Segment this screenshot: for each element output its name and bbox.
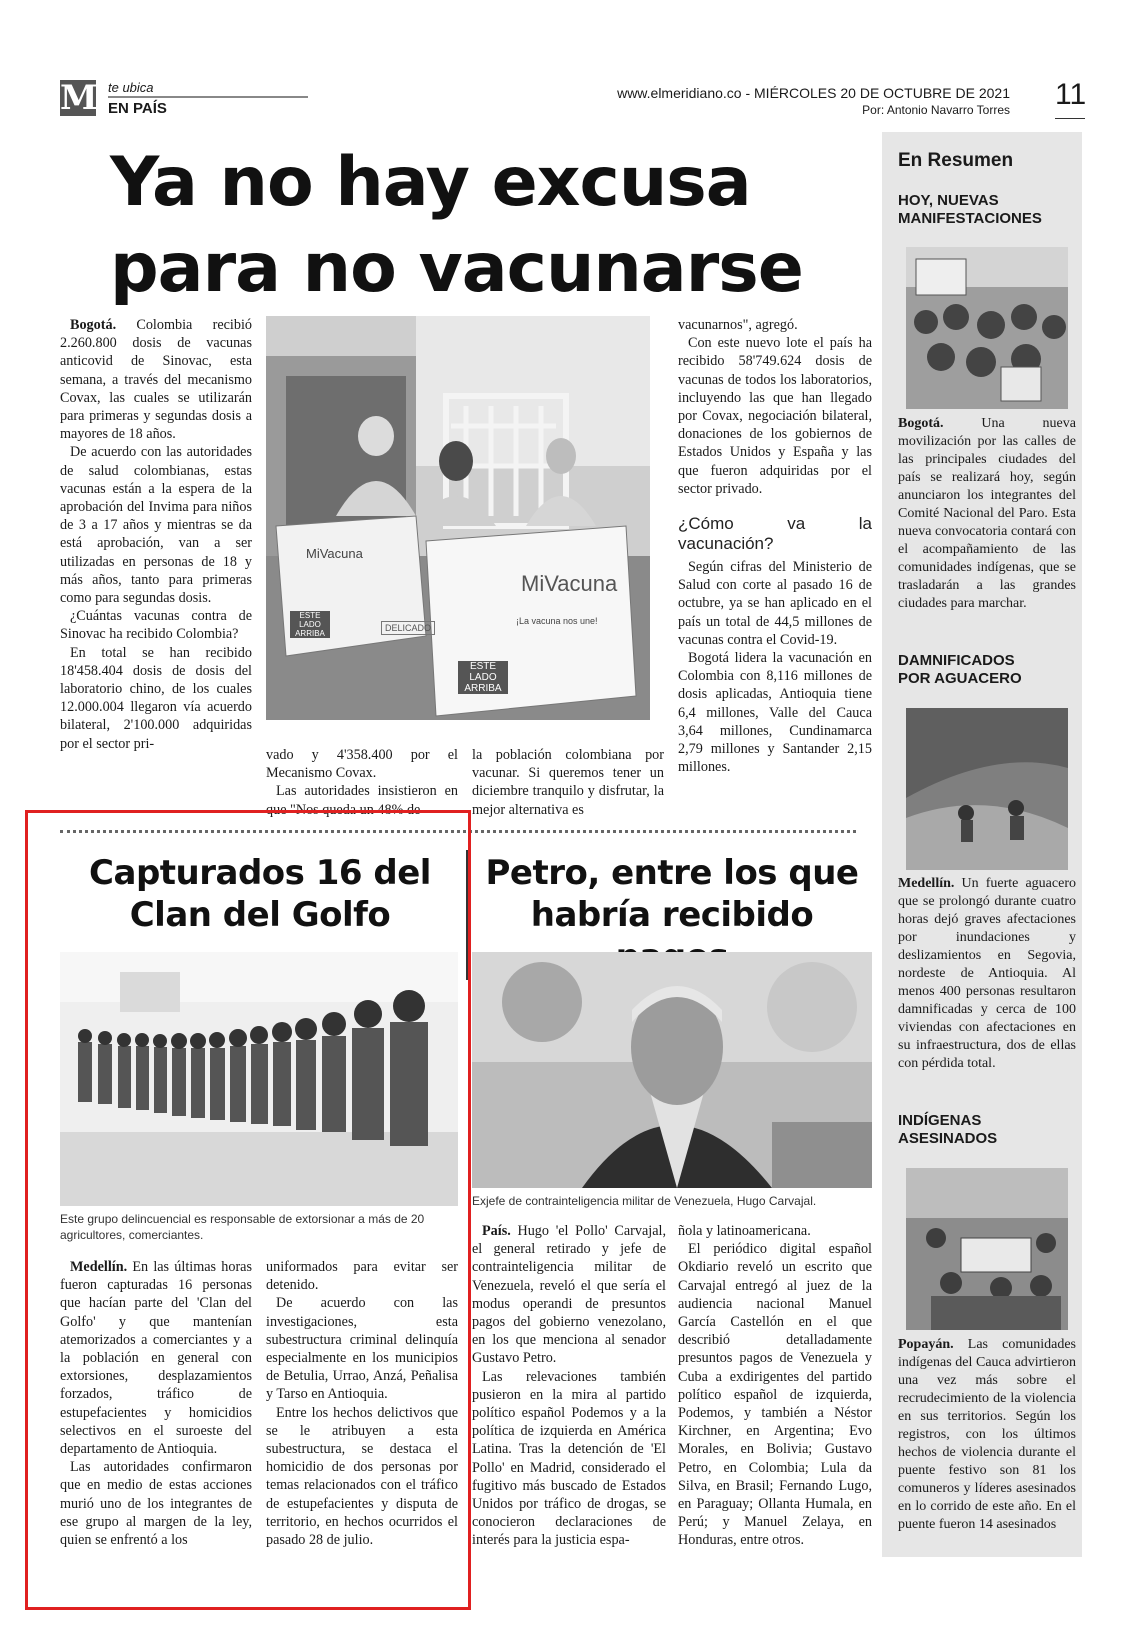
- section-kicker: te ubica: [108, 80, 154, 95]
- paragraph: la población colombiana por vacunar. Si queremos tener un diciembre tranquilo y disfrutar, la mejor alternativa es: [472, 747, 664, 818]
- clan-photo-caption: Este grupo delincuencial es responsable de extorsionar a más de 20 agricultores, comerciantes.: [60, 1212, 425, 1242]
- page-number-rule: [1055, 118, 1085, 119]
- paragraph: Hugo 'el Pollo' Carvajal, el general retirado y jefe de contrainteligencia militar de Venezuela, reveló el que sería el modus operandi de presuntos pagos del gobierno venezolano, en los que menciona al senador Gustavo Petro.: [472, 1223, 666, 1367]
- newspaper-logo: M: [60, 78, 98, 118]
- section-name: EN PAÍS: [108, 100, 167, 117]
- paragraph: Un fuerte aguacero que se prolongó durante cuatro horas dejó graves afectaciones por inundaciones y deslizamientos en Segovia, nordeste de Antioquia. Al menos 400 personas resultaron damnificadas y cerca de 100 viviendas con afectaciones en su infraestructura, dos de ellas con pérdida total.: [898, 876, 1076, 1071]
- dateline: Medellín.: [898, 876, 955, 891]
- dateline: Popayán.: [898, 1337, 954, 1352]
- paragraph: De acuerdo con las investigaciones, esta subestructura criminal delinquía especialmente en los municipios de Betulia, Urrao, Anzá, Peñalisa y Tarso en Antioquia.: [266, 1295, 458, 1403]
- box-tag: ESTE LADO ARRIBA: [290, 611, 330, 638]
- petro-story-column-1: [472, 1222, 666, 1558]
- sidebar-item-heading: [898, 652, 1022, 688]
- main-headline-line-2: para no vacunarse: [110, 229, 803, 308]
- paragraph: Las autoridades confirmaron que en medio de estas acciones murió uno de los integrantes de ese grupo al margen de la ley, quien se enfrentó a los: [60, 1459, 252, 1549]
- funeral-photo: [906, 1168, 1068, 1330]
- masthead-dateline: www.elmeridiano.co - MIÉRCOLES 20 DE OCTUBRE DE 2021: [617, 85, 1010, 101]
- petro-headline-line-1: Petro, entre los que: [485, 853, 859, 893]
- highlight-box: [25, 810, 471, 1610]
- carvajal-illustration: [472, 952, 872, 1188]
- box-fragile-label: DELICADO: [381, 621, 435, 635]
- sidebar-item-text: [898, 875, 1076, 1073]
- dateline: País.: [482, 1223, 511, 1239]
- box-label: MiVacuna: [521, 571, 618, 596]
- sidebar-heading-line: ASESINADOS: [898, 1130, 998, 1147]
- carvajal-photo: [472, 952, 872, 1188]
- box-label: MiVacuna: [306, 546, 363, 561]
- funeral-illustration: [906, 1168, 1068, 1330]
- clan-headline-line-2: Clan del Golfo: [129, 895, 391, 935]
- box-slogan: ¡La vacuna nos une!: [516, 616, 598, 626]
- paragraph: Según cifras del Ministerio de Salud con corte al pasado 16 de octubre, ya se han aplicado en el país un total de 44,5 millones de vacunas contra el Covid-19.: [678, 559, 872, 648]
- petro-headline-line-2: habría recibido: [530, 895, 814, 935]
- sidebar-item-heading: [898, 192, 1042, 228]
- main-story-column-3: [472, 746, 664, 818]
- dateline: Bogotá.: [70, 317, 117, 333]
- paragraph: uniformados para evitar ser detenido.: [266, 1259, 458, 1294]
- sidebar-heading-line: MANIFESTACIONES: [898, 210, 1042, 227]
- paragraph: En las últimas horas fueron capturadas 16 personas que hacían parte del 'Clan del Golfo' y que mantenían atemorizados a comerciantes y a la población en general con extorsiones, desplazamientos forzados, tráfico de estupefacientes y homicidios selectivos en el suroeste del departamento de Antioquia.: [60, 1259, 252, 1458]
- paragraph: vado y 4'358.400 por el Mecanismo Covax.: [266, 747, 458, 782]
- paragraph: Las autoridades insistieron en que "Nos queda un 48% de: [266, 783, 458, 818]
- vaccine-photo: [266, 316, 650, 720]
- paragraph: De acuerdo con las autoridades de salud colombianas, estas vacunas están a la espera de la aprobación del Invima para niños de 3 a 17 años y mientras se da está aprobación, van a ser utilizadas en personas de 18 y más años, tanto para primeras como para segundas dosis.: [60, 444, 252, 607]
- sidebar-heading-line: INDÍGENAS: [898, 1112, 982, 1129]
- dateline: Medellín.: [70, 1259, 128, 1275]
- main-story-column-1: [60, 316, 252, 808]
- protest-photo: [906, 247, 1068, 409]
- sidebar-item-text: [898, 1336, 1076, 1534]
- sidebar-title: En Resumen: [898, 150, 1014, 171]
- sidebar-item-text: [898, 415, 1076, 613]
- paragraph: Con este nuevo lote el país ha recibido 58'749.624 dosis de vacunas de todos los laboratorios, incluyendo las que han llegado por Covax, negociación bilateral, donaciones de los gobiernos de Estados Unidos y España y las que fueron adquiridas por el sector privado.: [678, 335, 872, 497]
- paragraph: Una nueva movilización por las calles de las principales ciudades del país se realizará hoy, según anunciaron los integrantes del Comité Nacional del Paro. Esta nueva convocatoria contará con el acompañamiento de las comunidades indígenas, que se trasladarán a las grandes ciudades para marchar.: [898, 416, 1076, 611]
- main-story-column-4: [678, 316, 872, 816]
- sidebar-heading-line: DAMNIFICADOS: [898, 652, 1015, 669]
- petro-story-column-2: [678, 1222, 872, 1558]
- vaccine-photo-illustration: [266, 316, 650, 720]
- petro-photo-caption: Exjefe de contrainteligencia militar de Venezuela, Hugo Carvajal.: [472, 1194, 817, 1208]
- main-headline: [110, 140, 850, 312]
- byline: Por: Antonio Navarro Torres: [862, 103, 1010, 117]
- sidebar-item-heading: [898, 1112, 997, 1148]
- clan-headline-line-1: Capturados 16 del: [89, 853, 431, 893]
- main-headline-line-1: Ya no hay excusa: [110, 143, 751, 222]
- subheading: ¿Cómo va la vacunación?: [678, 514, 872, 554]
- paragraph: El periódico digital español Okdiario reveló un escrito que Carvajal entregó al juez de la audiencia nacional Manuel García Castellón en el que describió detalladamente presuntos pagos de Venezuela y Cuba a exdirigentes del partido político español de izquierda, Podemos, y también a Néstor Kirchner, en Argentina; Evo Morales, en Bolivia; Gustavo Petro, en Colombia; Lula da Silva, en Brasil; Fernando Lugo, en Paraguay; Ollanta Humala, en Perú; y Manuel Zelaya, en Honduras, entre otros.: [678, 1241, 872, 1549]
- paragraph: Bogotá lidera la vacunación en Colombia con 8,116 millones de dosis aplicadas, Antioquia tiene 6,4 millones, Valle del Cauca 3,64 millones, Cundinamarca 2,79 millones y Santander 2,15 millones.: [678, 650, 872, 776]
- paragraph: ñola y latinoamericana.: [678, 1223, 811, 1239]
- flood-illustration: [906, 708, 1068, 870]
- paragraph: Entre los hechos delictivos que se le atribuyen a esta subestructura, se destaca el homicidio de dos personas por temas relacionados con el tráfico de estupefacientes y disputa de territorio, en hechos ocurridos el pasado 28 de julio.: [266, 1404, 458, 1549]
- page-number: 11: [1055, 78, 1087, 111]
- header-rule: [108, 96, 308, 98]
- main-story-column-2: [266, 746, 458, 818]
- dateline: Bogotá.: [898, 416, 944, 431]
- paragraph: Colombia recibió 2.260.800 dosis de vacunas anticovid de Sinovac, esta semana, a través del mecanismo Covax, las cuales se utilizarán para primeras y segundas dosis a mayores de 18 años.: [60, 317, 252, 443]
- flood-photo: [906, 708, 1068, 870]
- box-tag: ESTE LADO ARRIBA: [458, 661, 508, 694]
- paragraph: vacunarnos", agregó.: [678, 317, 798, 333]
- paragraph: En total se han recibido 18'458.404 dosis de dosis del laboratorio chino, de los cuales 12.000.004 llegaron vía acuerdo bilateral, 2'100.000 adquiridas por el sector pri-: [60, 644, 252, 752]
- paragraph: Las comunidades indígenas del Cauca advirtieron una vez más sobre el recrudecimiento de la violencia en sus territorios. Según los registros, con los últimos hechos de violencia durante el puente festivo son 81 los comuneros y líderes asesinados en lo corrido de este año. En el puente fueron 14 asesinados: [898, 1337, 1076, 1532]
- sidebar-heading-line: POR AGUACERO: [898, 670, 1022, 687]
- paragraph: Las relevaciones también pusieron en la mira al partido político español Podemos y a la política de izquierda en América Latina. Tras la detención de 'El Pollo' en Madrid, considerado el fugitivo más buscado de Estados Unidos por tráfico de drogas, se conocieron declaraciones de interés para la justicia espa-: [472, 1368, 666, 1549]
- sidebar-heading-line: HOY, NUEVAS: [898, 192, 999, 209]
- paragraph: ¿Cuántas vacunas contra de Sinovac ha recibido Colombia?: [60, 608, 252, 643]
- protest-illustration: [906, 247, 1068, 409]
